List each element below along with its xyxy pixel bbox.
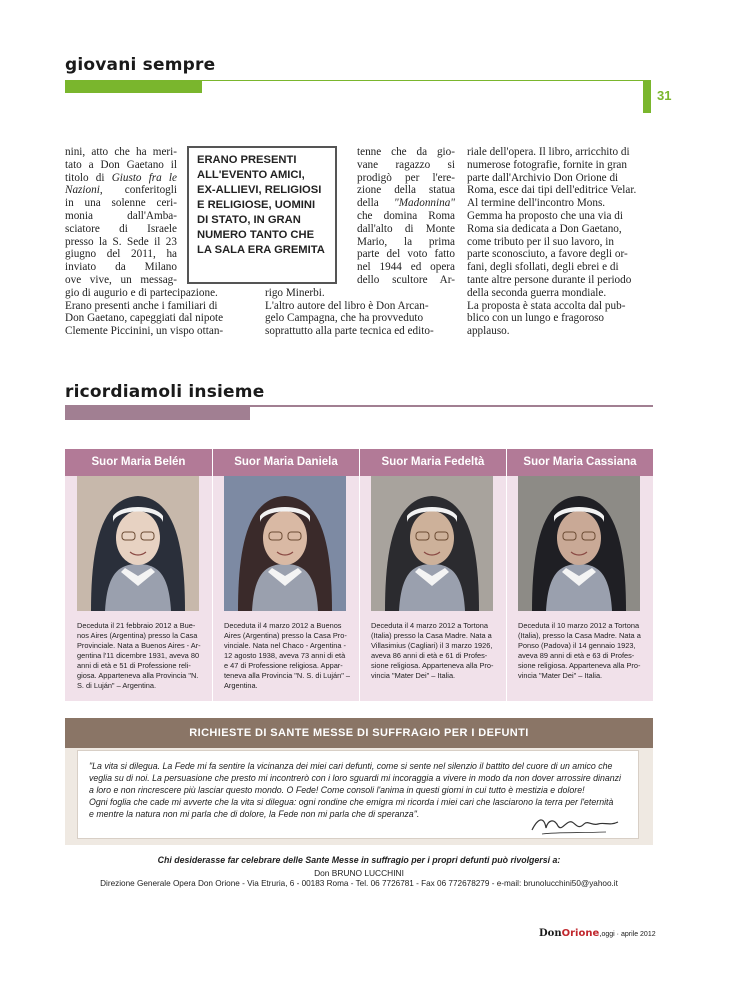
footer-brand: DonOrione,oggi · aprile 2012	[539, 928, 656, 939]
memorial-title: ricordiamoli insieme	[65, 382, 265, 402]
callout-line: LA SALA ERA GREMITA	[197, 244, 325, 256]
memorial-card-line: Deceduta il 10 marzo 2012 a Tortona	[518, 621, 640, 630]
callout-line: NUMERO TANTO CHE	[197, 229, 315, 241]
memorial-card	[212, 449, 359, 701]
memorial-card-line: e 47 di Professione religiosa. Appar-	[224, 661, 343, 670]
portrait-icon	[518, 476, 640, 611]
requests-title: RICHIESTE DI SANTE MESSE DI SUFFRAGIO PER I DEFUNTI	[65, 718, 653, 748]
article-line: presso la S. Sede il 23	[65, 235, 177, 248]
memorial-card-line: 12 agosto 1938, aveva 73 anni di età	[224, 651, 346, 660]
article-line: Roma, esce dai tipi dell'editrice Velar.	[467, 184, 637, 197]
memorial-card-photo	[371, 476, 493, 611]
article-line: parte sconosciuto, a favore degli or-	[467, 248, 628, 261]
memorial-card-line: (Italia) presso la Casa Madre. Nata a	[371, 631, 492, 640]
pull-quote-callout	[187, 146, 337, 284]
memorial-card-line: giosa. Apparteneva alla Provincia "N.	[77, 671, 199, 680]
memorial-card-line: gentina l'11 dicembre 1931, aveva 80	[77, 651, 200, 660]
portrait-icon	[77, 476, 199, 611]
memorial-card-line: (Italia), presso la Casa Madre. Nata a	[518, 631, 641, 640]
memorial-card	[506, 449, 653, 701]
article-line: riale dell'opera. Il libro, arricchito di	[467, 146, 630, 158]
memorial-card-name: Suor Maria Belén	[65, 449, 212, 476]
article-line: Gemma ha proposto che una via di	[467, 209, 623, 222]
article-line: rigo Minerbi.	[265, 286, 325, 299]
memorial-bar	[65, 407, 250, 420]
article-line: zione della statua	[357, 184, 455, 197]
article-line: della seconda guerra mondiale.	[467, 286, 607, 299]
article-line: gio di augurio e di partecipazione.	[65, 286, 218, 299]
memorial-card-text	[224, 621, 352, 691]
article-line: gelo Campagna, che ha provveduto	[265, 312, 424, 325]
article-line: La proposta è stata accolta dal pub-	[467, 299, 626, 312]
memorial-card-line: Provinciale. Nata a Buenos Aires - Ar-	[77, 641, 201, 650]
memorial-card-line: S. di Luján" – Argentina.	[77, 681, 157, 690]
memorial-card-line: Deceduta il 4 marzo 2012 a Buenos	[224, 621, 342, 630]
card-separator	[212, 476, 213, 701]
section-title: giovani sempre	[65, 55, 216, 75]
article-line: vane ragazzo si	[357, 158, 455, 171]
contact-details: Direzione Generale Opera Don Orione - Via Etruria, 6 - 00183 Roma - Tel. 06 7726781 - Fax 06 772678279 - e-mail: brunolucchini50@yahoo.it	[100, 879, 618, 888]
page-number-bar	[643, 80, 651, 113]
footer-issue: aprile 2012	[620, 931, 656, 938]
memorial-card-line: Villasimius (Cagliari) il 3 marzo 1926,	[371, 641, 493, 650]
card-separator	[359, 476, 360, 701]
article-line: Roma sia dedicata a Don Gaetano,	[467, 222, 622, 235]
memorial-card-line: vinciale. Nata nel Chaco - Argentina -	[224, 641, 347, 650]
memorial-card-line: sione religiosa. Apparteneva alla Pro-	[518, 661, 641, 670]
memorial-card-line: Ponso (Padova) il 14 gennaio 1923,	[518, 641, 636, 650]
article-line: soprattutto alla parte tecnica ed edito-	[265, 325, 434, 338]
signature	[528, 810, 624, 838]
article-line: Don Gaetano, capeggiati dal nipote	[65, 312, 224, 325]
article-line: dello scultore Ar-	[357, 273, 455, 286]
brand-oggi: oggi	[601, 931, 615, 938]
article-line: della "Madonnina"	[357, 197, 455, 210]
page-number: 31	[657, 88, 672, 103]
memorial-card-line: vincia "Mater Dei" – Italia.	[371, 671, 456, 680]
memorial-card-line: nos Aires (Argentina) presso la Casa	[77, 631, 198, 640]
memorial-card-photo	[77, 476, 199, 611]
memorial-card	[359, 449, 506, 701]
article-line: tante altre persone durante il periodo	[467, 273, 632, 286]
portrait-icon	[371, 476, 493, 611]
article-column-3	[467, 146, 657, 338]
article-line: L'altro autore del libro è Don Arcan-	[265, 299, 429, 312]
article-line: dall'alto di Monte	[357, 222, 455, 235]
article-line: Erano presenti anche i familiari di	[65, 299, 218, 312]
article-line: inviato da Milano	[65, 261, 177, 274]
quote-line: veglia su di noi. La persuasione che presto mi incontrerò con i loro sguardi mi incoraggia a vivere in modo da non dover arrossire dinanzi	[89, 773, 622, 783]
callout-line: ERANO PRESENTI	[197, 154, 297, 166]
article-line: tenne che da gio-	[357, 146, 455, 158]
article-line: nel 1944 ed opera	[357, 261, 455, 274]
article-line: prodigò per l'ere-	[357, 171, 455, 184]
contact-intro: Chi desiderasse far celebrare delle Sante Messe in suffragio per i propri defunti può rivolgersi a:	[157, 855, 561, 865]
article-line: applauso.	[467, 325, 510, 338]
memorial-card-text	[77, 621, 205, 691]
callout-line: DI STATO, IN GRAN	[197, 214, 301, 226]
quote-line: "La vita si dilegua. La Fede mi fa sentire la vicinanza dei miei cari defunti, come si sente nel silenzio il battito del cuore di un amico che	[89, 761, 613, 771]
article-line: nini, atto che ha meri-	[65, 146, 177, 158]
memorial-card-name: Suor Maria Fedeltà	[359, 449, 506, 476]
header-green-bar	[65, 81, 202, 93]
article-line: blico con un lungo e fragoroso	[467, 312, 605, 325]
callout-line: E RELIGIOSE, UOMINI	[197, 199, 316, 211]
article-line: che domina Roma	[357, 209, 455, 222]
article-line: giugno del 2011, ha	[65, 248, 177, 261]
quote-line: e mentre la natura non mi parla che di dolore, la Fede non mi parla che di speranza".	[89, 809, 420, 819]
memorial-cards	[65, 449, 653, 701]
article-line: titolo di Giusto fra le	[65, 171, 178, 184]
memorial-card-name: Suor Maria Daniela	[212, 449, 359, 476]
memorial-card-line: Deceduta il 4 marzo 2012 a Tortona	[371, 621, 488, 630]
article-line: in una solenne ceri-	[65, 197, 177, 210]
brand-don: Don	[539, 928, 562, 939]
memorial-card-line: sione religiosa. Apparteneva alla Pro-	[371, 661, 494, 670]
memorial-card	[65, 449, 212, 701]
memorial-card-text	[371, 621, 499, 681]
quote-line: Ogni foglia che cade mi avverte che la vita si dilegua: ogni rondine che emigra mi ricorda i miei cari che lasciarono la terra per l'eternità	[89, 797, 614, 807]
memorial-card-line: Deceduta il 21 febbraio 2012 a Bue-	[77, 621, 196, 630]
memorial-card-photo	[518, 476, 640, 611]
contact-name: Don BRUNO LUCCHINI	[314, 868, 404, 878]
memorial-card-line: vincia "Mater Dei" – Italia.	[518, 671, 603, 680]
article-line: Al termine dell'incontro Mons.	[467, 197, 606, 210]
article-line: Clemente Piccinini, un vispo ottan-	[65, 325, 224, 338]
memorial-card-line: aveva 89 anni di età e 63 di Profes-	[518, 651, 635, 660]
article-line: parte del voto fatto	[357, 248, 455, 261]
article-line: parte dall'Archivio Don Orione di	[467, 171, 619, 184]
article-line: ove vive, un messag-	[65, 273, 177, 286]
article-line: fani, degli sfollati, degli ebrei e di	[467, 261, 619, 274]
article-line: Mario, la prima	[357, 235, 455, 248]
memorial-card-line: anni di età e 51 di Professione reli-	[77, 661, 191, 670]
memorial-card-line: Aires (Argentina) presso la Casa Pro-	[224, 631, 347, 640]
memorial-card-text	[518, 621, 646, 681]
callout-line: ALL'EVENTO AMICI,	[197, 169, 305, 181]
portrait-icon	[224, 476, 346, 611]
callout-line: EX-ALLIEVI, RELIGIOSI	[197, 184, 322, 196]
article-line: numerose fotografie, fornite in gran	[467, 158, 627, 171]
quote-line: a loro e non rincrescere più lasciar questo mondo. O Fede! Come consoli l'anima in questi giorni in cui tutto è mestizia e dolore!	[89, 785, 585, 795]
memorial-card-line: aveva 86 anni di età e 61 di Profes-	[371, 651, 488, 660]
article-line: come tributo per il suo lavoro, in	[467, 235, 614, 248]
article-line: monia dall'Amba-	[65, 209, 177, 222]
brand-orione: Orione	[561, 928, 600, 939]
memorial-card-line: teneva alla Provincia "N. S. di Luján" –	[224, 671, 351, 680]
memorial-card-name: Suor Maria Cassiana	[506, 449, 653, 476]
memorial-card-photo	[224, 476, 346, 611]
memorial-card-line: Argentina.	[224, 681, 258, 690]
article-line: tato a Don Gaetano il	[65, 158, 177, 171]
article-line: Nazioni, conferitogli	[65, 184, 177, 197]
article-line: sciatore di Israele	[65, 222, 177, 235]
card-separator	[506, 476, 507, 701]
